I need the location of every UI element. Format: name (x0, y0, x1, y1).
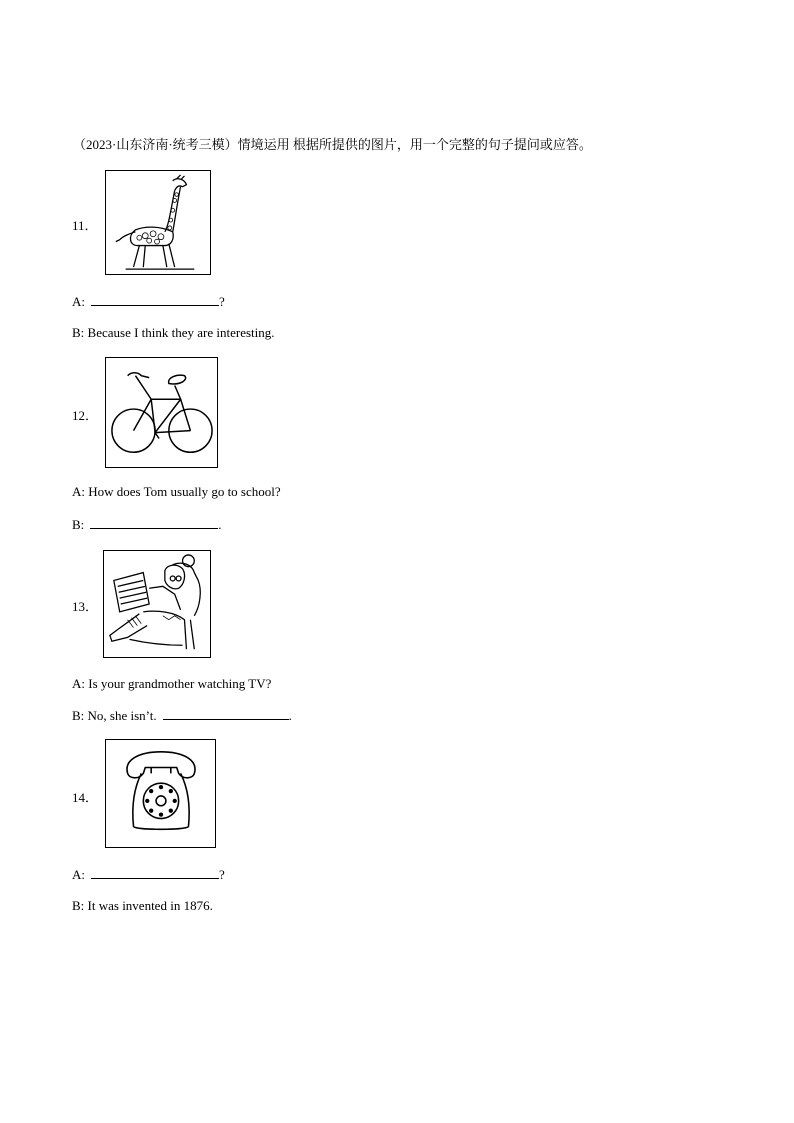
answer-blank[interactable] (91, 866, 219, 879)
bicycle-image (105, 357, 218, 468)
dialogue-line-a-13: A: Is your grandmother watching TV? (72, 676, 272, 691)
dialogue-line-b-11: B: Because I think they are interesting. (72, 325, 275, 340)
answer-blank[interactable] (163, 707, 289, 720)
speaker-a-label: A: (72, 294, 85, 309)
answer-blank[interactable] (91, 293, 219, 306)
question-mark: ? (219, 867, 225, 882)
grandmother-reading-image (103, 550, 211, 658)
answer-line-a-14 (72, 866, 225, 883)
speaker-b-label: B: (72, 517, 85, 532)
answer-blank[interactable] (90, 516, 218, 529)
answer-line-b-13 (72, 707, 292, 724)
period-mark: . (218, 517, 222, 532)
question-number-14: 14． (72, 790, 99, 805)
question-number-12: 12． (72, 408, 99, 423)
speaker-a-label: A: (72, 867, 85, 882)
speaker-b-label: B: No, she isn’t. (72, 708, 157, 723)
giraffe-image (105, 170, 211, 275)
dialogue-line-a-12: A: How does Tom usually go to school? (72, 484, 281, 499)
dialogue-line-b-14: B: It was invented in 1876. (72, 898, 213, 913)
instruction-text: （2023·山东济南·统考三模）情境运用 根据所提供的图片，用一个完整的句子提问或应答。 (73, 137, 592, 152)
question-number-13: 13． (72, 599, 99, 614)
answer-line-b-12 (72, 516, 222, 533)
question-mark: ? (219, 294, 225, 309)
period-mark: . (288, 708, 292, 723)
telephone-image (105, 739, 216, 848)
answer-line-a-11 (72, 293, 225, 310)
question-number-11: 11． (72, 218, 98, 233)
